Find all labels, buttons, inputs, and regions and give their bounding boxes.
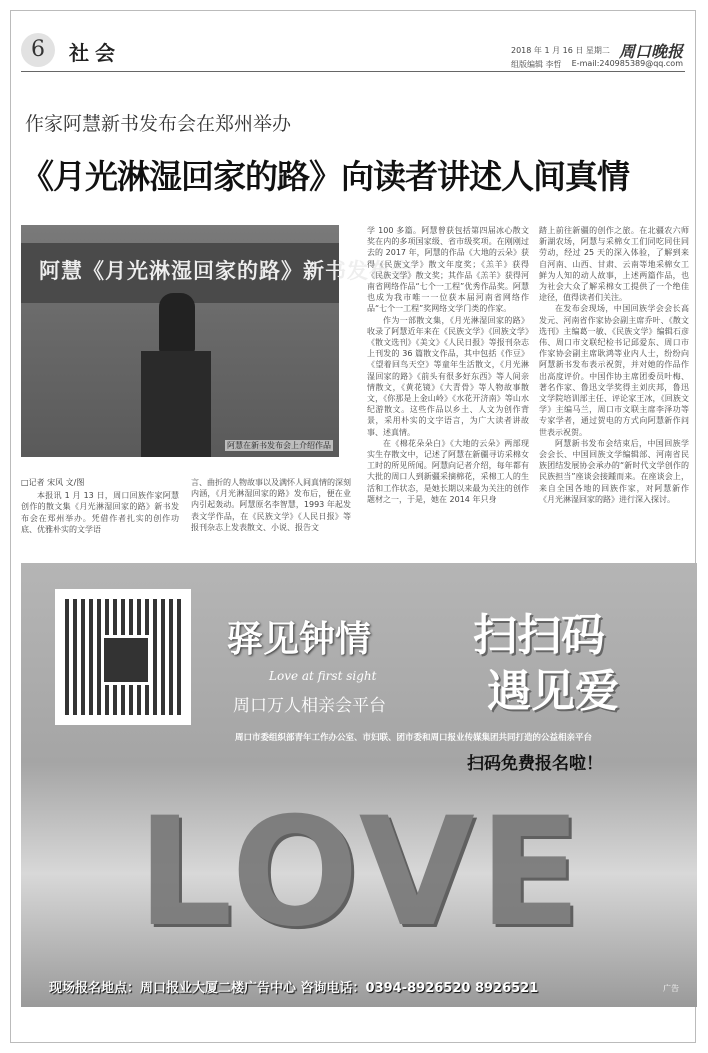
article-photo: [21, 225, 413, 457]
article-paragraph: 作为一部散文集，《月光淋湿回家的路》收录了阿慧近年来在《民族文学》《回族文学》《散文选刊》《美文》《人民日报》等报刊杂志上刊发的 36 篇散文作品，其中包括《作豆》《望着回鸟天空》等童年生活散文，《月光淋湿回家的路》《前头有很多好东西》等人间亲情散文，《黄花镜》《大青骨》等人物故事散文，《你那是上金山岭》《水花开济南》等山水纪游散文。这些作品以乡土、人文为创作背景，采用朴实的文字语言，为广大读者讲故事、述真情。: [367, 315, 529, 437]
editor-credit: 组版编辑 李哲: [511, 60, 562, 69]
newspaper-page: [10, 10, 696, 1043]
issue-date: 2018 年 1 月 16 日 星期二: [511, 46, 610, 55]
article-paragraph: 在发布会现场，中国回族学会会长高发元、河南省作家协会副主席乔叶、《散文选刊》主编葛一敏、《民族文学》编辑石彦伟、周口市文联纪检书记邱爱东、周口市作家协会副主席耿鸿等业内人士，纷纷向阿慧新书发布表示祝贺，并对她的作品作出高度评价。中国作协主席团委员叶梅、著名作家、鲁迅文学奖得主刘庆邦，鲁迅文学院培训部主任、评论家王冰，《回族文学》主编马兰，周口市文联主席李泽功等专家学者，通过贺电的方式向阿慧新作问世表示祝贺。: [539, 304, 689, 437]
ad-label: 广告: [663, 984, 679, 993]
article-column-4: [539, 225, 689, 555]
article-paragraph: 言、曲折的人物故事以及满怀人间真情的深刻内涵，《月光淋湿回家的路》发布后，便在业内引起轰动。阿慧原名李智慧，1993 年起发表文学作品，在《民族文学》《人民日报》等报刊杂志上发表散文、小说、报告文: [191, 478, 351, 532]
article-paragraph: 阿慧新书发布会结束后，中国回族学会会长、中国回族文学编辑部、河南省民族团结发展协会承办的“新时代文学创作的民族担当”座谈会接踵而来。在座谈会上，来自全国各地的回族作家，对阿慧新作《月光淋湿回家的路》进行深入探讨。: [539, 438, 689, 504]
ad-contact-footer: 现场报名地点：周口报业大厦二楼广告中心 咨询电话：0394-8926520 8926521: [49, 981, 539, 996]
ad-love-lettering: LOVE: [137, 786, 586, 960]
header-divider: [21, 71, 685, 72]
article-column-2: [191, 477, 351, 567]
ad-love-tagline: Love at first sight: [269, 669, 377, 683]
article-paragraph: 本报讯 1 月 13 日，周口回族作家阿慧创作的散文集《月光淋湿回家的路》新书发布会在郑州举办。凭借作者扎实的创作功底、优雅朴实的文学语: [21, 491, 179, 534]
article-paragraph: 学 100 多篇。阿慧曾获包括第四届冰心散文奖在内的多项国家级、省市级奖项。在刚刚过去的 2017 年，阿慧的作品《大地的云朵》获得《民族文学》散文年度奖；《羔羊》获得《民族文学》散文奖；其作品《羔羊》获得河南省网络作品“七个一工程”优秀作品奖。阿慧也成为我市唯一一位获本届河南省网络作品“七个一工程”奖网络文学门类的作家。: [367, 226, 529, 314]
podium: [141, 351, 211, 457]
ad-scan-slogan-2: 遇见爱: [487, 666, 619, 717]
article-column-1: [21, 477, 179, 567]
ad-free-signup: 扫码免费报名啦！: [467, 754, 603, 774]
qr-logo: [101, 635, 151, 685]
ad-platform-name: 周口万人相亲会平台: [233, 696, 386, 716]
ad-organizers: 周口市委组织部青年工作办公室、市妇联、团市委和周口报业传媒集团共同打造的公益相亲平台: [235, 733, 593, 743]
page-header: [11, 11, 695, 79]
speaker-figure: [159, 293, 195, 353]
photo-caption: 阿慧在新书发布会上介绍作品: [227, 441, 331, 450]
article-byline: □记者 宋风 文/图: [21, 478, 85, 487]
article-paragraph: 在《棉花朵朵白》《大地的云朵》两部现实生存散文中，记述了阿慧在新疆寻访采棉女工时的所见所闻。阿慧向记者介绍，每年都有大批的周口人到新疆采摘棉花，采棉工人的生活和工作状态，是她长期以来最为关注的创作题材之一，于是，她在 2014 年只身: [367, 438, 529, 504]
article-column-3: [367, 225, 529, 545]
article-subheadline: 作家阿慧新书发布会在郑州举办: [25, 113, 292, 135]
qr-code-icon[interactable]: [55, 589, 191, 725]
ad-scan-slogan-1: 扫扫码: [473, 610, 605, 661]
article-paragraph: 踏上前往新疆的创作之旅。在北疆农六师新湖农场，阿慧与采棉女工们同吃同住同劳动，经过 25 天的深入体验，了解到来自河南、山西、甘肃、云南等地采棉女工鲜为人知的动人故事，上述两篇作品，也为社会大众了解采棉女工提供了一个绝佳途径，值得读者们关注。: [539, 226, 689, 303]
photo-banner-text: 阿慧《月光淋湿回家的路》新书发布会: [39, 258, 413, 283]
ad-title: 驿见钟情: [227, 619, 372, 660]
dating-advertisement: [21, 563, 697, 1007]
section-title: 社会: [69, 41, 121, 65]
page-number: 6: [21, 33, 55, 67]
newspaper-logo: 周口晚报: [618, 42, 683, 61]
article-headline: 《月光淋湿回家的路》向读者讲述人间真情: [21, 157, 629, 196]
editor-email: E-mail:240985389@qq.com: [571, 59, 683, 68]
